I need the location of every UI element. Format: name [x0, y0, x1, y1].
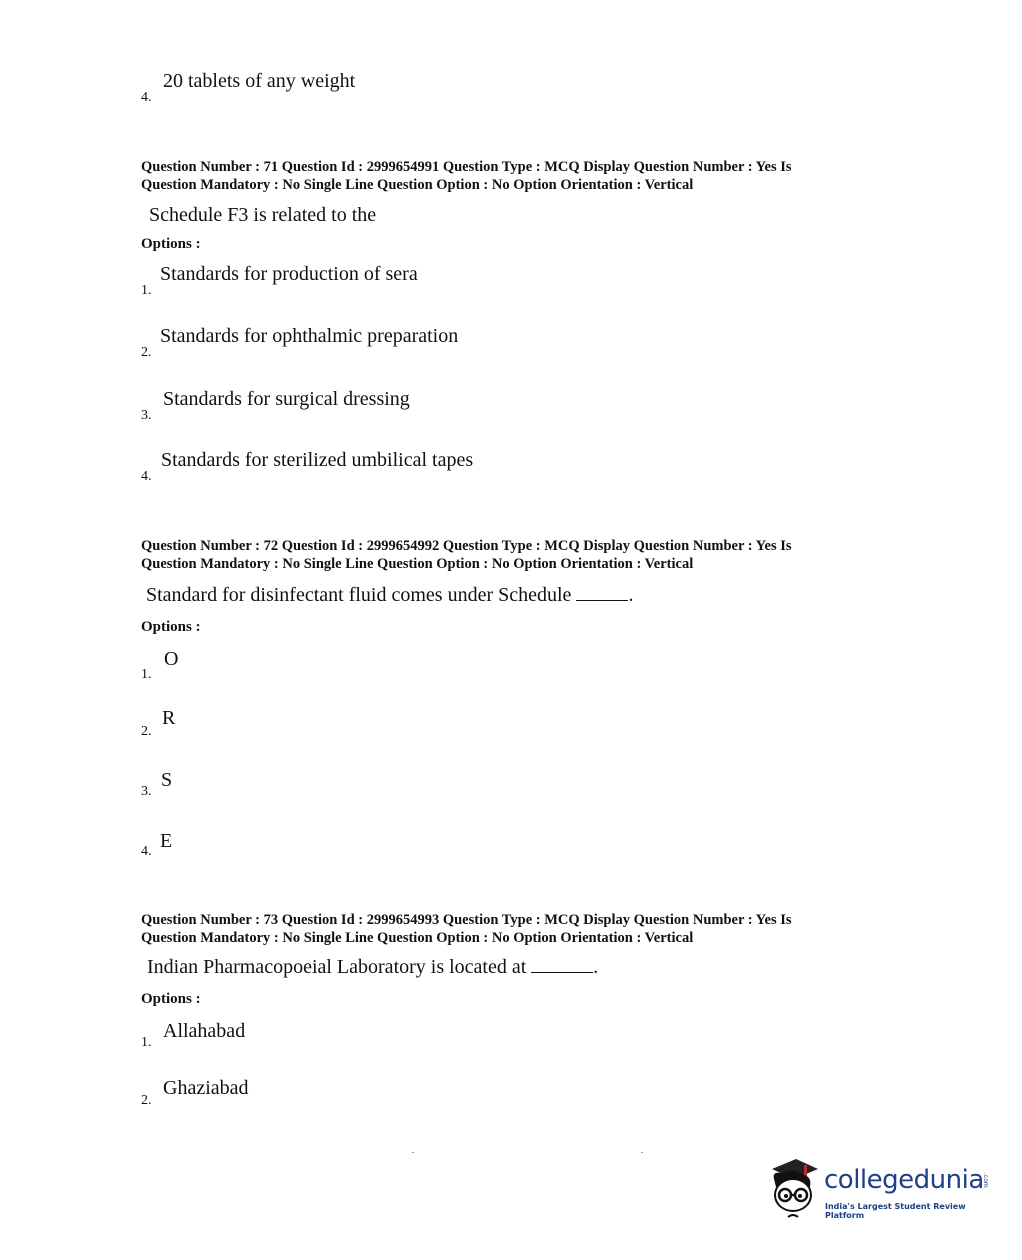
q71-meta-line1: Question Number : 71 Question Id : 2999654991 Question Type : MCQ Display Question Number : Yes Is: [141, 159, 792, 175]
q71-option-4-number: 4.: [141, 469, 152, 484]
prev-option-4-number: 4.: [141, 90, 152, 105]
q73-options-label: Options :: [141, 991, 201, 1007]
logo-name: collegedunia: [824, 1165, 984, 1195]
q72-question-text: Standard for disinfectant fluid comes under Schedule: [146, 584, 572, 606]
q73-question-end: .: [593, 956, 599, 978]
q73-answer-blank: [531, 956, 593, 973]
q73-option-2-text: Ghaziabad: [163, 1077, 249, 1099]
q72-meta-line1: Question Number : 72 Question Id : 2999654992 Question Type : MCQ Display Question Number : Yes Is: [141, 538, 792, 554]
q71-option-1-text: Standards for production of sera: [160, 263, 418, 285]
q73-option-1-text: Allahabad: [163, 1020, 246, 1042]
q73-option-2-number: 2.: [141, 1093, 152, 1108]
graduate-mascot-icon: [764, 1155, 822, 1221]
q71-option-3-text: Standards for surgical dressing: [163, 388, 410, 410]
scan-speck: [412, 1152, 414, 1153]
collegedunia-logo: [764, 1155, 1004, 1225]
logo-suffix: .com: [982, 1173, 989, 1188]
q71-option-2-number: 2.: [141, 345, 152, 360]
q71-option-1-number: 1.: [141, 283, 152, 298]
q73-meta-line2: Question Mandatory : No Single Line Question Option : No Option Orientation : Vertical: [141, 930, 694, 946]
q72-options-label: Options :: [141, 619, 201, 635]
q72-question-end: .: [628, 584, 634, 606]
q71-option-2-text: Standards for ophthalmic preparation: [160, 325, 459, 347]
q71-meta-line2: Question Mandatory : No Single Line Question Option : No Option Orientation : Vertical: [141, 177, 694, 193]
q73-option-1-number: 1.: [141, 1035, 152, 1050]
logo-tagline: India's Largest Student Review Platform: [825, 1202, 966, 1220]
q72-option-3-number: 3.: [141, 784, 152, 799]
q73-question-text: Indian Pharmacopoeial Laboratory is located at: [147, 956, 527, 978]
q71-option-4-text: Standards for sterilized umbilical tapes: [161, 449, 474, 471]
q72-answer-blank: [576, 584, 628, 601]
q72-option-4-text: E: [160, 830, 173, 852]
q72-option-2-number: 2.: [141, 724, 152, 739]
q72-meta-line2: Question Mandatory : No Single Line Question Option : No Option Orientation : Vertical: [141, 556, 694, 572]
q72-option-2-text: R: [162, 707, 176, 729]
q73-question-line: [147, 956, 598, 979]
q73-meta-line1: Question Number : 73 Question Id : 2999654993 Question Type : MCQ Display Question Number : Yes Is: [141, 912, 792, 928]
q71-question-text: Schedule F3 is related to the: [149, 204, 377, 226]
q71-option-3-number: 3.: [141, 408, 152, 423]
prev-option-4-text: 20 tablets of any weight: [163, 70, 356, 92]
q71-options-label: Options :: [141, 236, 201, 252]
q72-option-1-text: O: [164, 648, 179, 670]
q72-option-4-number: 4.: [141, 844, 152, 859]
scan-speck: [641, 1152, 643, 1153]
q72-question-line: [146, 584, 633, 607]
q72-option-1-number: 1.: [141, 667, 152, 682]
q72-option-3-text: S: [161, 769, 173, 791]
